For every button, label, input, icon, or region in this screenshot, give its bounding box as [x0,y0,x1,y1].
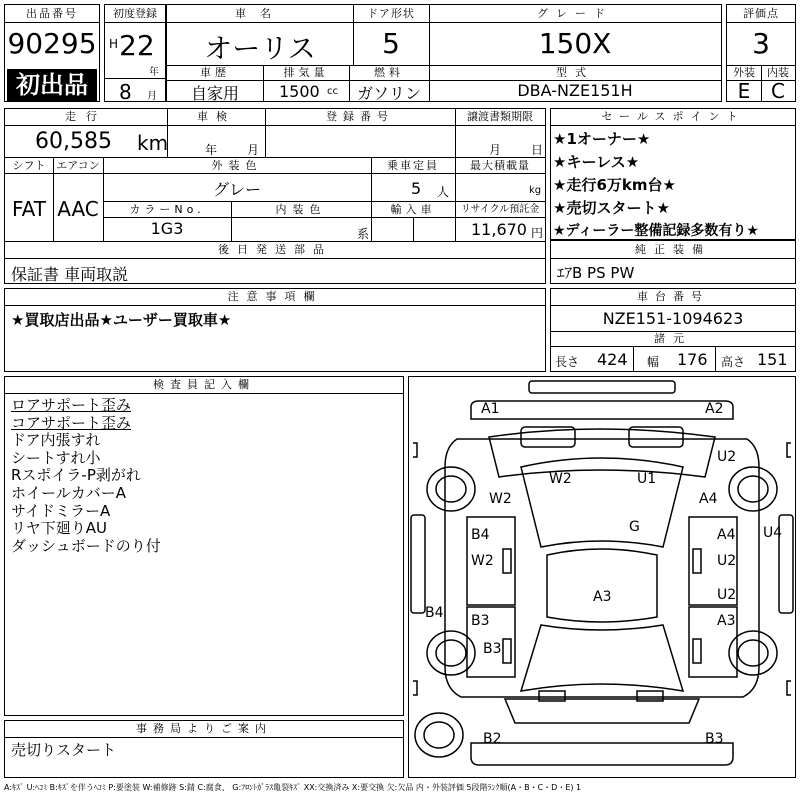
door-label: ドア形状 [367,7,415,20]
inspector-item: ホイールカバーA [11,483,126,502]
interior-label: 内装 [767,66,789,79]
inspector-item: コアサポート歪み [11,413,132,432]
inspection-label: 車検 [197,110,235,123]
sales-points-label: セールスポイント [601,110,745,123]
import-label: 輸入車 [390,203,436,216]
sales-points-list [553,128,795,243]
mileage-unit: km [137,131,169,155]
inspector-item: シートすれ小 [11,448,101,467]
score: 3 [752,27,770,60]
mark-w2-left: W2 [489,491,512,507]
mileage: 60,585 [35,129,112,154]
exterior-label: 外装 [733,66,755,79]
reg-number-label: 登録番号 [326,110,394,123]
car-info-box [166,4,722,102]
inspector-item: リヤ下廻りAU [11,519,107,538]
month-unit: 月 [147,91,157,102]
capacity: 5 [411,179,422,198]
first-registration-label: 初度登録 [113,7,157,20]
mark-u4: U4 [763,525,783,541]
model-label: 型式 [556,66,594,79]
car-outline-diagram [409,377,795,777]
mark-u2-door: U2 [717,553,737,569]
recycle-fee: 11,670 [471,220,527,239]
inspector-item: ダッシュボードのり付 [11,536,161,555]
exterior-grade: E [737,79,751,103]
sales-point: ★キーレス★ [553,153,640,171]
era: H [109,37,119,51]
first-listing-text: 初出品 [16,71,88,99]
chassis-box [550,288,796,372]
door-type: 5 [382,27,400,60]
sales-point: ★走行6万km台★ [553,176,676,194]
legend: A:ｷｽﾞ U:ﾍｺﾐ B:ｷｽﾞを伴うﾍｺﾐ P:要塗装 W:補修跡 S:錆 C:腐食、 G:ﾌﾛﾝﾄｶﾞﾗｽ亀裂ｷｽﾞ XX:交換済み X:要交換 欠:欠品 内・外装評価 5段階ﾗﾝｸ順(A・B・C・D・E) 1 [4,783,582,792]
car-name: オーリス [204,32,316,65]
mark-a2: A2 [705,401,724,417]
mark-b4-side: B4 [425,605,444,621]
mark-u2-rear: U2 [717,587,737,603]
inspection-month-unit: 月 [247,143,260,157]
inspector-list [11,397,161,555]
notes: ★買取店出品★ユーザー買取車★ [11,311,232,329]
mark-a3: A3 [593,589,612,605]
color-no-label: カラーNo. [129,203,205,216]
office-note: 売切りスタート [11,741,117,759]
history-label: 車歴 [200,66,230,79]
mark-b3-rear: B3 [483,641,502,657]
mark-b4-left: B4 [471,527,490,543]
sales-point: ★売切スタート★ [553,199,670,217]
lot-number-label: 出品番号 [26,7,78,20]
fuel-label: 燃料 [374,66,404,79]
int-color-unit: 系 [357,227,370,241]
interior-grade: C [771,79,785,103]
mileage-label: 走行 [65,110,107,123]
mark-a1: A1 [481,401,500,417]
mark-u2-top: U2 [717,449,737,465]
grade: 150X [538,27,612,60]
grade-label: グレード [537,7,613,20]
chassis-label: 車台番号 [637,290,709,303]
sales-points-box [550,108,796,240]
score-label: 評価点 [743,7,779,20]
shift-label: シフト [12,159,46,172]
dims-label: 諸元 [654,332,692,345]
equipment: ｴｱB PS PW [557,264,635,282]
chassis-number: NZE151-1094623 [602,309,744,328]
width: 176 [677,350,708,369]
equipment-label: 純正装備 [635,243,711,256]
displacement: 1500 [279,82,320,101]
office-label: 事務局よりご案内 [136,722,272,735]
notes-label: 注意事項欄 [227,290,323,303]
inspector-item: ドア内張すれ [11,431,101,450]
color-number: 1G3 [150,219,184,238]
lot-number: 90295 [7,27,97,60]
mark-a4-right: A4 [699,491,718,507]
registration-month: 8 [119,80,132,104]
mark-b3-door: B3 [471,613,490,629]
inspector-item: ロアサポート歪み [11,396,132,414]
int-color-label: 内装色 [275,203,327,216]
mark-u1: U1 [637,471,657,487]
fuel: ガソリン [356,84,421,103]
mark-w2-door: W2 [471,553,494,569]
length: 424 [597,350,628,369]
width-label: 幅 [647,355,660,369]
mark-g: G [629,519,640,535]
height: 151 [757,350,788,369]
transfer-month-unit: 月 [489,143,502,157]
first-registration-box [104,4,166,102]
inspector-box [4,376,404,716]
specs-table [4,108,546,284]
equipment-box [550,240,796,284]
later-parts-label: 後日発送部品 [218,243,332,256]
later-parts: 保証書 車両取説 [11,265,129,284]
shift-type: FAT [11,197,46,221]
capacity-unit: 人 [437,185,450,199]
model-code: DBA-NZE151H [517,81,633,100]
inspection-year-unit: 年 [205,143,218,157]
recycle-label: リサイクル預託金 [460,204,540,215]
car-name-label: 車名 [235,7,285,20]
ac-type: AAC [57,197,99,221]
year-unit: 年 [149,67,159,78]
displacement-label: 排気量 [283,66,329,79]
mark-a4-door: A4 [717,527,736,543]
car-diagram-box [408,376,796,778]
transfer-day-unit: 日 [531,143,544,157]
lot-number-box [4,4,100,102]
ext-color: グレー [212,180,261,199]
office-box [4,720,404,778]
displacement-unit: cc [327,86,338,97]
score-box [726,4,796,102]
mark-b2: B2 [483,731,502,747]
length-label: 長さ [555,355,580,369]
inspector-item: Rスポイラ-P剥がれ [11,466,141,485]
mark-w2-front: W2 [549,471,572,487]
max-load-label: 最大積載量 [470,159,530,172]
height-label: 高さ [721,355,746,369]
mark-b3-bottom: B3 [705,731,724,747]
notes-box [4,288,546,372]
capacity-label: 乗車定員 [387,159,439,172]
inspector-item: サイドミラーA [11,501,111,520]
sales-point: ★1オーナー★ [553,130,651,148]
ext-color-label: 外装色 [211,159,263,172]
recycle-unit: 円 [531,226,544,240]
registration-year: 22 [119,29,155,62]
sales-point: ★ディーラー整備記録多数有り★ [553,223,759,239]
ac-label: エアコン [56,159,100,172]
transfer-deadline-label: 譲渡書類期限 [467,110,533,123]
vehicle-history: 自家用 [190,84,239,103]
mark-a3-rear: A3 [717,613,736,629]
max-load-unit: kg [529,185,542,196]
inspector-label: 検査員記入欄 [153,378,255,391]
